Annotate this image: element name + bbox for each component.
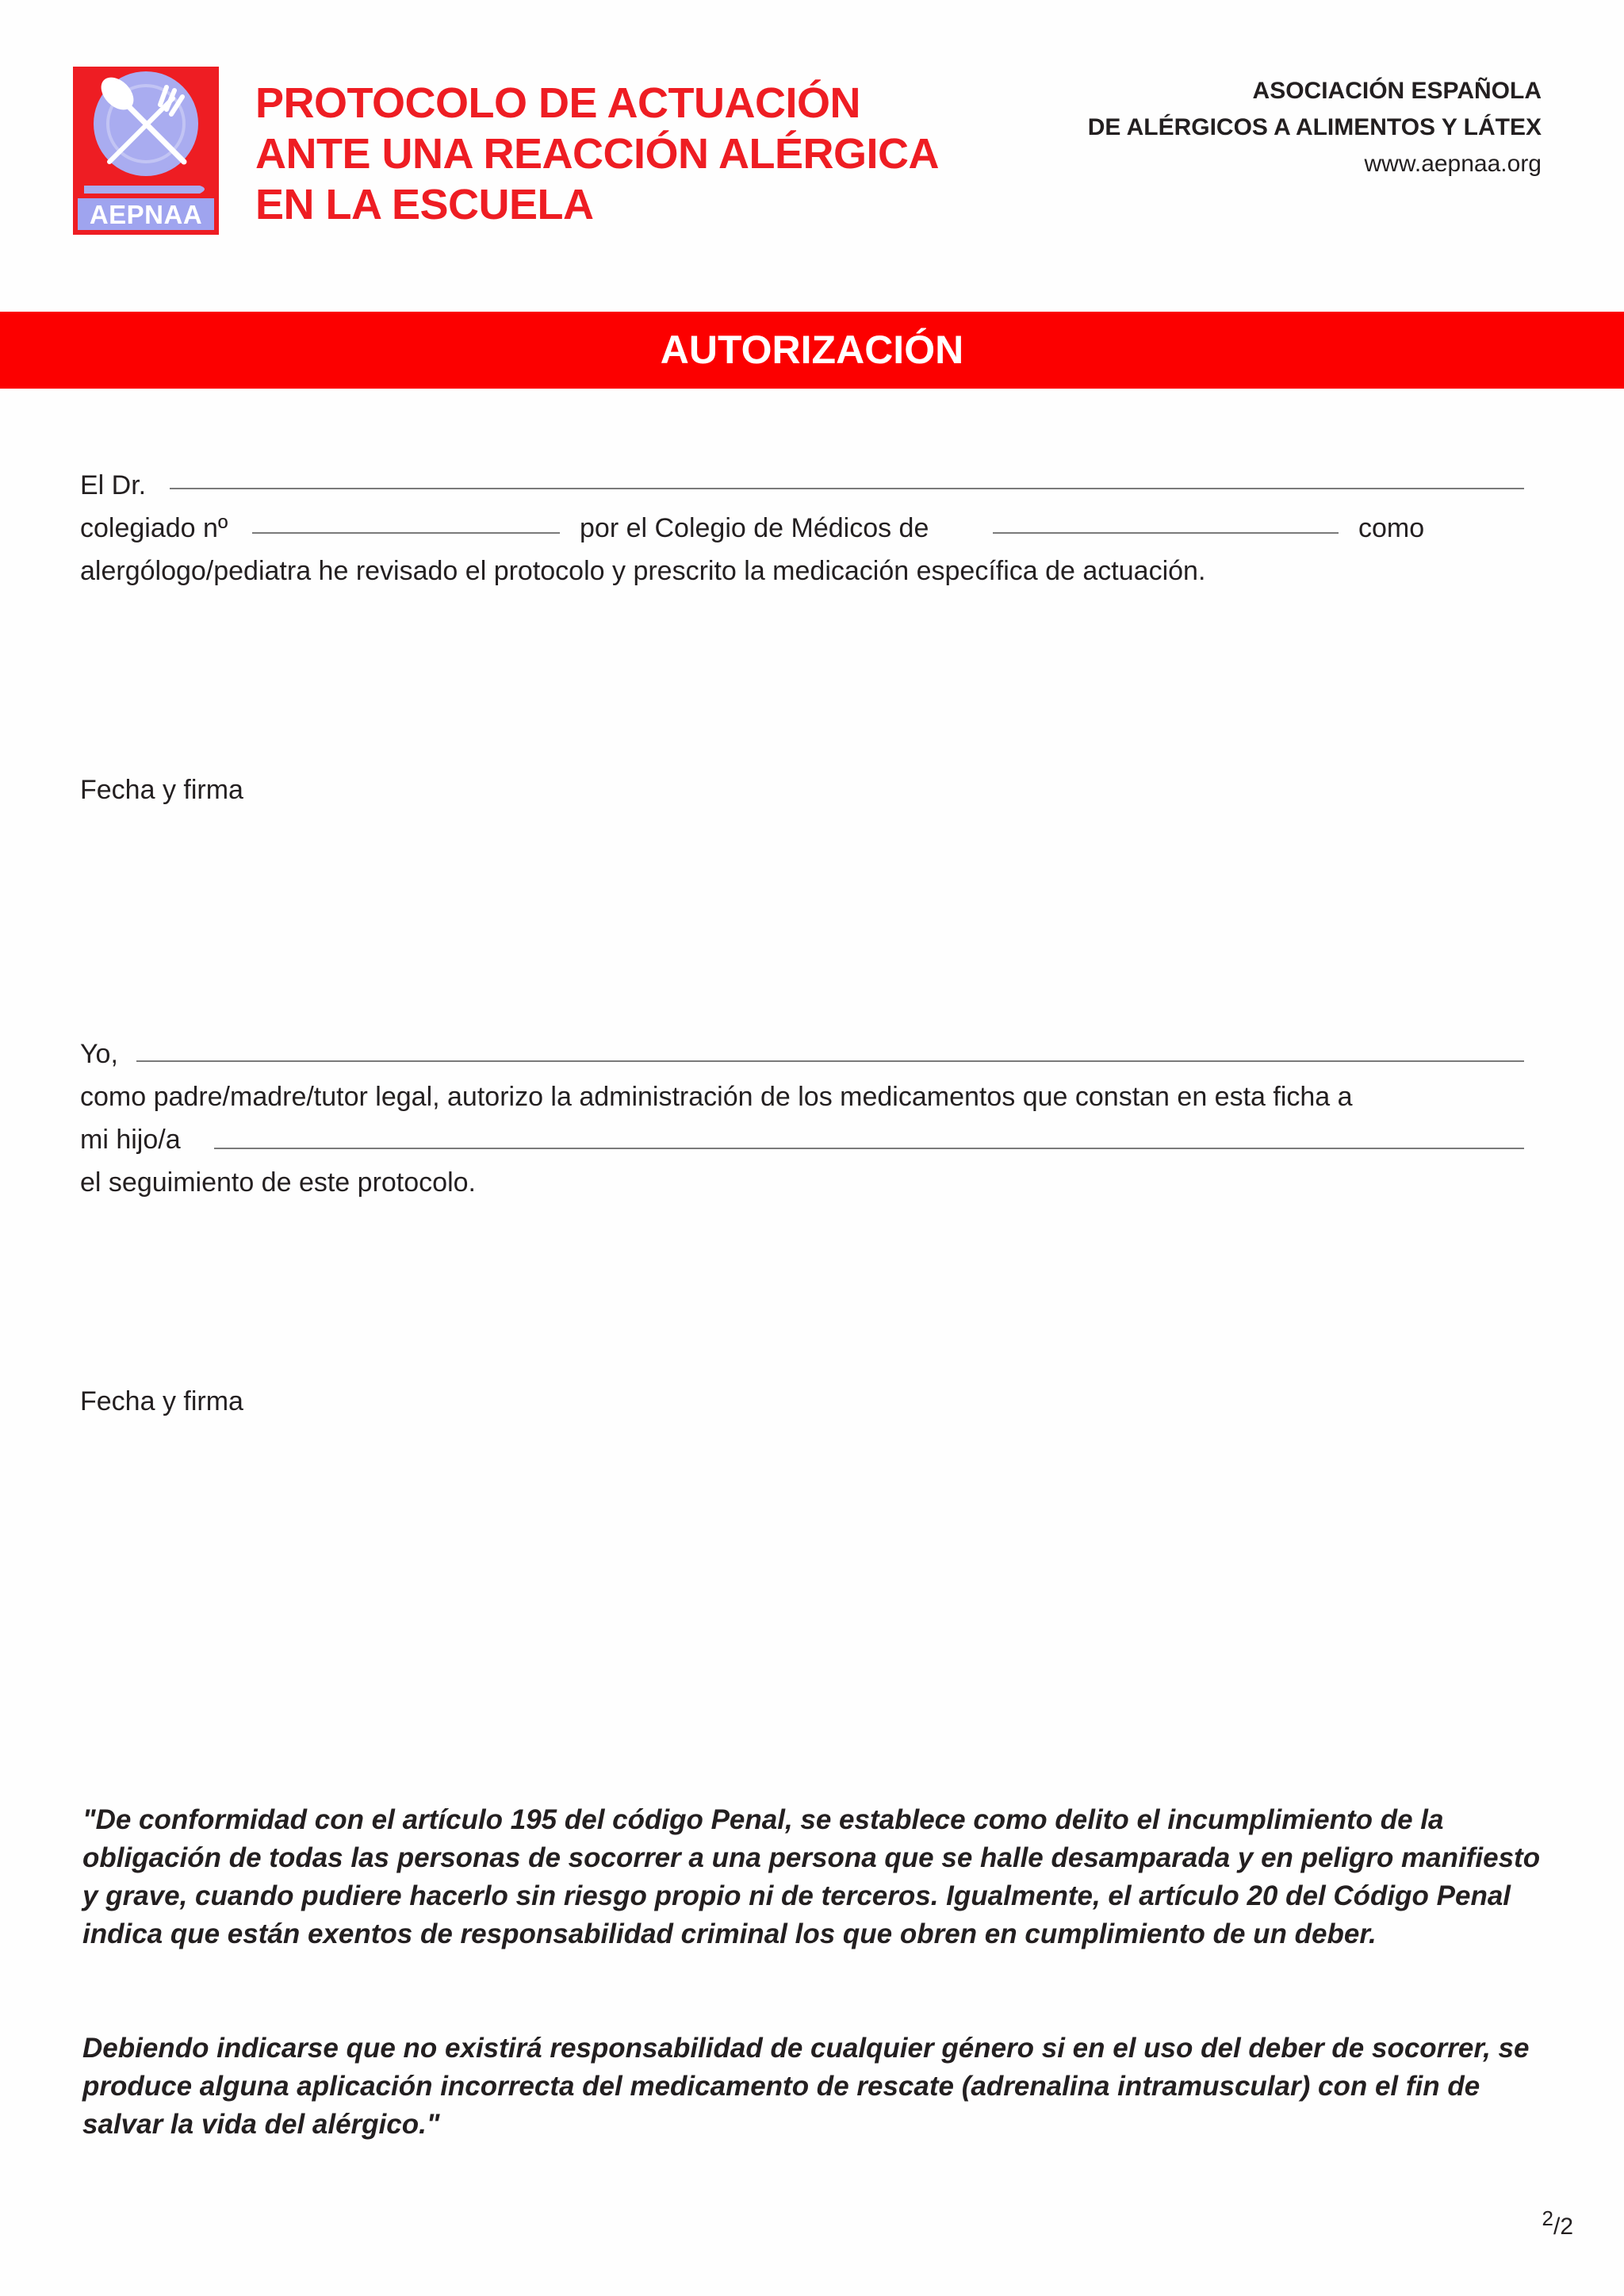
page-current: 2	[1542, 2206, 1553, 2230]
colegio-city-field[interactable]	[993, 532, 1339, 534]
legal-paragraph-2: Debiendo indicarse que no existirá responsabilidad de cualquier género si en el uso del deber de socorrer, se produce alguna aplicación incorrecta del medicamento de rescate (adrenalina intramuscular) con el fin de salvar la vida del alérgico."	[82, 2033, 1530, 2140]
como-label: como	[1358, 513, 1425, 543]
association-info	[1088, 73, 1542, 182]
dr-name-field[interactable]	[170, 488, 1524, 489]
title-line-2: ANTE UNA REACCIÓN ALÉRGICA	[255, 130, 939, 178]
association-website[interactable]: www.aepnaa.org	[1364, 151, 1542, 177]
document-title	[255, 78, 939, 230]
title-line-1: PROTOCOLO DE ACTUACIÓN	[255, 79, 861, 127]
logo-text: AEPNAA	[78, 198, 214, 230]
doctor-statement: alergólogo/pediatra he revisado el protocolo y prescrito la medicación específica de actuación.	[80, 556, 1206, 586]
parent-statement: como padre/madre/tutor legal, autorizo la administración de los medicamentos que constan en esta ficha a	[80, 1082, 1353, 1112]
parent-follow-up: el seguimiento de este protocolo.	[80, 1167, 476, 1198]
dr-label: El Dr.	[80, 470, 147, 500]
parent-name-field[interactable]	[136, 1060, 1524, 1062]
parent-signature-label: Fecha y firma	[80, 1386, 243, 1416]
yo-label: Yo,	[80, 1039, 118, 1069]
page-total: 2	[1560, 2214, 1573, 2240]
colegio-label: por el Colegio de Médicos de	[580, 513, 929, 543]
colegiado-number-field[interactable]	[252, 532, 560, 534]
doctor-signature-label: Fecha y firma	[80, 775, 243, 805]
association-name-line-1: ASOCIACIÓN ESPAÑOLA	[1252, 78, 1542, 104]
page-number: $^2$/2	[1542, 2206, 1573, 2240]
association-name-line-2: DE ALÉRGICOS A ALIMENTOS Y LÁTEX	[1087, 114, 1542, 140]
section-banner: AUTORIZACIÓN	[0, 312, 1624, 389]
title-line-3: EN LA ESCUELA	[255, 181, 594, 228]
child-label: mi hijo/a	[80, 1125, 181, 1155]
child-name-field[interactable]	[214, 1148, 1524, 1149]
colegiado-label: colegiado nº	[80, 513, 228, 543]
aepnaa-logo	[73, 67, 219, 235]
legal-paragraph-1: "De conformidad con el artículo 195 del código Penal, se establece como delito el incumplimiento de la obligación de todas las personas de socorrer a una persona que se halle desamparada y en peligro manifiesto y grave, cuando pudiere hacerlo sin riesgo propio ni de terceros. Igualmente, el artículo 20 del Código Penal indica que están exentos de responsabilidad criminal los que obren en cumplimiento de un deber.	[82, 1804, 1541, 1949]
